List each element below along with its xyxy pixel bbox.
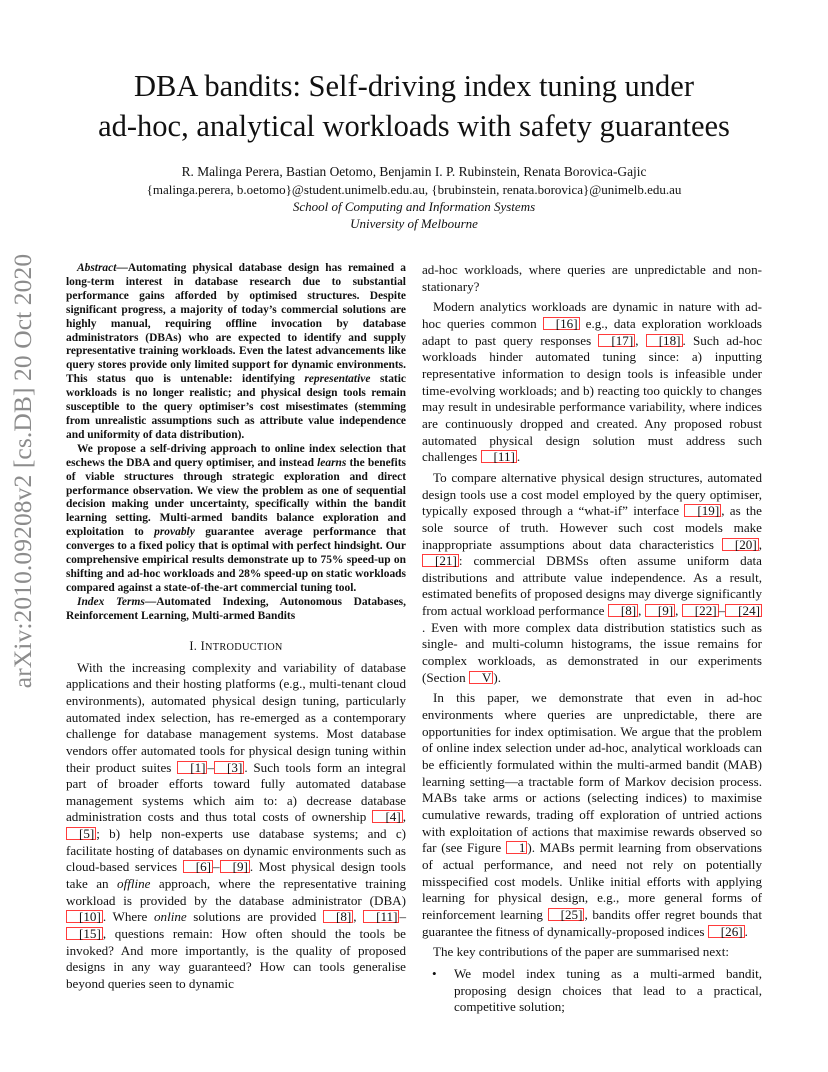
right-column	[422, 262, 762, 1016]
intro-paragraph-5: The key contributions of the paper are summarised next:	[433, 944, 729, 960]
section-link[interactable]: V	[469, 671, 493, 684]
citation-link[interactable]: [6]	[183, 860, 213, 873]
intro-paragraph-1-continued: ad-hoc workloads, where queries are unpredictable and non-stationary?	[422, 262, 762, 294]
intro-paragraph-3: To compare alternative physical design structures, automated design tools use a cost model employed by the query optimiser, typically exposed through a “what-if” interface [19] , as the sole source of truth. However such cost models make inappropriate assumptions about data characteristics [20] , [21] : commercial DBMSs often assume uniform data distributions and attribute value independence. As a result, estimated benefits of proposed designs may diverge significantly from actual workload performance [8] , [9] , [22] – [24]. Even with more complex data distribution statistics such as single- and multi-column histograms, the issue remains for complex workloads, as demonstrated in our experiments (Section V ).	[422, 469, 762, 685]
title-line-1: DBA bandits: Self-driving index tuning under	[134, 69, 694, 103]
citation-link[interactable]: [16]	[543, 317, 580, 330]
citation-link[interactable]: [3]	[214, 761, 244, 774]
contribution-text: We model index tuning as a multi-armed bandit, proposing design choices that lead to a practical, competitive solution;	[454, 965, 762, 1015]
section-heading-introduction: I. INTRODUCTION	[189, 638, 283, 653]
arxiv-identifier: arXiv:2010.09208v2 [cs.DB] 20 Oct 2020	[8, 253, 37, 689]
affiliation-university: University of Melbourne	[350, 216, 478, 231]
figure-link[interactable]: 1	[506, 841, 528, 854]
citation-link[interactable]: [25]	[548, 908, 585, 921]
citation-link[interactable]: [4]	[372, 810, 402, 823]
citation-link[interactable]: [10]	[66, 910, 103, 923]
citation-link[interactable]: [17]	[598, 334, 635, 347]
citation-link[interactable]: [11]	[363, 910, 399, 923]
intro-paragraph-4: In this paper, we demonstrate that even in ad-hoc environments where queries are unpredictable, there are opportunities for index optimisation. We argue that the problem of online index selection under ad-hoc, analytical workloads can be efficiently formulated within the multi-armed bandit (MAB) learning setting—a tractable form of Markov decision process. MABs take arms or actions (selecting indices) to maximise cumulative rewards, trading off exploration of untried actions with exploitation of actions that maximise rewards observed so far (see Figure 1 ). MABs permit learning from observations of actual performance, and need not rely on potentially misspecified cost models. Unlike initial efforts with applying learning for physical design, e.g., more general forms of reinforcement learning [25] , bandits offer regret bounds that guarantee the fitness of dynamically-proposed indices [26] .	[422, 690, 762, 939]
affiliation-school: School of Computing and Information Systems	[292, 199, 536, 214]
intro-paragraph-1: With the increasing complexity and variability of database applications and their hosting platforms (e.g., multi-tenant cloud environments), automated physical design tuning, particularly automated index selection, has re-emerged as a contemporary challenge for database management systems. Most database vendors offer automated tools for physical design tuning within their product suites [1] – [3] . Such tools form an integral part of broader efforts toward fully automated database management systems which aim to: a) decrease database administration costs and thus total costs of ownership [4] , [5] ; b) help non-experts use database systems; and c) facilitate hosting of databases on dynamic environments such as cloud-based services [6] – [9] . Most physical design tools take an offline approach, where the representative training workload is provided by the database administrator (DBA) [10] . Where online solutions are provided [8] , [11] –[15] , questions remain: How often should the tools be invoked? And more importantly, is the quality of proposed designs in any way guaranteed? How can tools generalise beyond queries seen to dynamic	[66, 659, 407, 992]
paper-title	[40, 66, 788, 146]
citation-link[interactable]: [11]	[481, 450, 517, 463]
authors: R. Malinga Perera, Bastian Oetomo, Benjamin I. P. Rubinstein, Renata Borovica-Gajic	[181, 164, 647, 179]
citation-link[interactable]: [9]	[645, 604, 675, 617]
citation-link[interactable]: [15]	[66, 927, 103, 940]
bullet-icon: •	[432, 965, 437, 981]
citation-link[interactable]: [22]	[682, 604, 719, 617]
citation-link[interactable]: [8]	[608, 604, 638, 617]
index-terms-label: Index Terms	[77, 595, 145, 608]
author-emails: {malinga.perera, b.oetomo}@student.unimelb.edu.au, {brubinstein, renata.borovica}@unimelb.edu.au	[146, 182, 682, 197]
citation-link[interactable]: [1]	[177, 761, 207, 774]
abstract-label: Abstract	[77, 262, 117, 274]
citation-link[interactable]: [9]	[220, 860, 250, 873]
intro-paragraph-2: Modern analytics workloads are dynamic in nature with ad-hoc queries common [16] e.g., data exploration workloads adapt to past query responses [17] , [18] . Such ad-hoc workloads hinder automated tuning since: a) inputting representative information to design tools is infeasible under time-evolving workloads; and b) reacting too quickly to changes may result in undesirable performance variability, where indices are continuously dropped and created. Any proposed robust automated physical design solution must address such challenges [11] .	[422, 299, 763, 465]
contribution-list-item	[422, 966, 762, 1016]
citation-link[interactable]: [20]	[722, 538, 759, 551]
citation-link[interactable]: [24]	[725, 604, 762, 617]
citation-link[interactable]: [8]	[323, 910, 353, 923]
citation-link[interactable]: [19]	[684, 504, 721, 517]
citation-link[interactable]: [5]	[66, 827, 96, 840]
title-line-2: ad-hoc, analytical workloads with safety guarantees	[98, 109, 730, 143]
index-terms: Index Terms—Automated Indexing, Autonomous Databases, Reinforcement Learning, Multi-armed Bandits	[66, 595, 406, 622]
abstract-paragraph-2: We propose a self-driving approach to online index selection that eschews the DBA and query optimiser, and instead learns the benefits of viable structures through strategic exploration and direct performance observation. We view the problem as one of sequential decision making under uncertainty, specifically within the bandit learning setting. Multi-armed bandits balance exploration and exploitation to provably guarantee average performance that converges to a fixed policy that is optimal with perfect hindsight. Our comprehensive empirical results demonstrate up to 75% speed-up on shifting and ad-hoc workloads and 28% speed-up on static workloads compared against a state-of-the-art commercial tuning tool.	[66, 442, 406, 594]
citation-link[interactable]: [18]	[646, 334, 683, 347]
abstract-paragraph-1: Abstract—Automating physical database design has remained a long-term interest in database research due to substantial performance gains afforded by optimised structures. Despite significant progress, a majority of today’s commercial solutions are highly manual, requiring offline invocation by database administrators (DBAs) who are expected to identify and supply representative training workloads. Even the latest advancements like query stores provide only limited support for dynamic environments. This status quo is untenable: identifying representative static workloads is no longer realistic; and physical design tools remain susceptible to the query optimiser’s cost misestimates (stemming from unrealistic assumptions such as attribute value independence and uniformity of data distribution).	[66, 262, 406, 441]
left-column	[66, 262, 406, 993]
citation-link[interactable]: [26]	[708, 925, 745, 938]
citation-link[interactable]: [21]	[422, 554, 459, 567]
